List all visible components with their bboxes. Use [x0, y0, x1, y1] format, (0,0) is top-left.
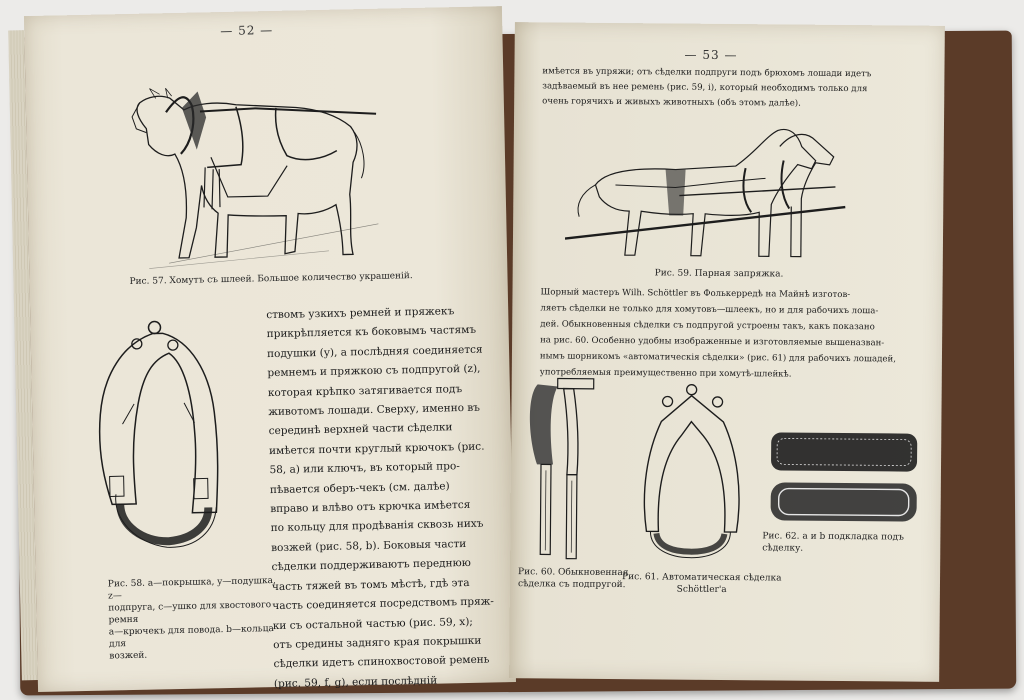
text-line: возжей (рис. 58, b). Боковыя части — [271, 537, 467, 554]
figure-57-caption: Рис. 57. Хомутъ съ шлеей. Большое количество украшеній. — [129, 271, 413, 288]
text-line: дей. Обыкновенныя сѣделки съ подпругой устроены такъ, какъ показано — [540, 319, 875, 333]
text-line: ляетъ сѣделки не только для хомутовъ—шлеекъ, но и для рабочихъ лоша- — [540, 303, 879, 317]
figure-57-horse-illustration — [125, 54, 390, 278]
text-line: вправо и влѣво отъ крючка имѣется — [270, 498, 471, 516]
text-line: ствомъ узкихъ ремней и пряжекъ — [266, 305, 455, 322]
figure-60-saddle-illustration — [522, 374, 604, 569]
text-line: задѣваемый въ нее ремень (рис. 59, i), который необходимъ только для — [542, 81, 868, 95]
page-edges — [8, 30, 38, 680]
text-line: по кольцу для продѣванія сквозь нихъ — [270, 518, 484, 535]
right-page — [509, 22, 945, 682]
caption-line: a—крючекъ для повода. b—кольца для — [108, 624, 274, 650]
figure-59-pair-harness-illustration — [565, 115, 856, 272]
caption-line: подпруга, c—ушко для хвостового ремня — [108, 600, 272, 626]
text-line: подушки (у), а послѣдняя соединяется — [266, 343, 483, 360]
figure-62-caption: Рис. 62. a и b подкладка подъ сѣделку. — [762, 531, 904, 554]
figure-59-caption: Рис. 59. Парная запряжка. — [654, 268, 784, 280]
text-line: Шорный мастеръ Wilh. Schöttler въ Фолькерредѣ на Майнѣ изготов- — [540, 287, 851, 301]
figure-58-saddle-illustration — [72, 302, 248, 580]
caption-line: сѣделка съ подпругой. — [517, 579, 626, 591]
text-line: употребляемыя преимущественно при хомутѣ-шлейкѣ. — [539, 367, 792, 380]
text-line: нымъ шорникомъ «автоматическія сѣделки» (рис. 61) для рабочихъ лошадей, — [539, 351, 897, 365]
caption-line: Рис. 58. а—покрышка, y—подушка, z— — [107, 576, 276, 602]
caption-line: Рис. 60. Обыкновенная — [518, 567, 629, 579]
text-line: которая крѣпко затягивается подъ — [267, 382, 463, 399]
text-line: очень горячихъ и живыхъ животныхъ (объ этомъ далѣе). — [542, 96, 801, 109]
caption-line: Рис. 61. Автоматическая сѣделка — [621, 572, 782, 584]
right-top-text — [542, 64, 871, 112]
text-line: сѣделки поддерживаютъ переднюю — [271, 557, 471, 574]
right-mid-text — [540, 284, 897, 383]
figure-60-caption — [518, 566, 629, 591]
text-line: животомъ лошади. Сверху, именно въ — [268, 401, 481, 419]
text-line: ки съ остальной частью (рис. 59, x); — [272, 615, 474, 632]
text-line: пѣвается оберъ-чекъ (см. далѣе) — [269, 480, 450, 496]
caption-line: возжей. — [109, 650, 148, 662]
text-line: часть тяжей въ томъ мѣстѣ, гдѣ эта — [271, 576, 470, 593]
text-line: серединѣ верхней части сѣделки — [268, 421, 453, 438]
text-line: часть соединяется посредствомъ пряж- — [272, 595, 495, 613]
text-line: имѣется почти круглый крючокъ (рис. — [268, 440, 485, 457]
caption-line: Schöttler'а — [676, 584, 727, 596]
text-line: сѣделки идетъ спинохвостовой ремень — [273, 653, 490, 671]
page-number-left: — 52 — — [220, 22, 274, 39]
text-line: отъ средины задняго края покрышки — [273, 634, 482, 651]
figure-58-caption — [108, 575, 280, 663]
text-line: на рис. 60. Особенно удобны изображенные и изготовляемые вышеназван- — [540, 335, 885, 349]
figure-61-caption — [622, 571, 782, 596]
text-line: ремнемъ и пряжкою съ подпругой (z), — [267, 362, 481, 380]
page-number-right: — 53 — — [684, 47, 738, 63]
text-line: имѣется въ упряжи; отъ сѣделки подпруги подъ брюхомъ лошади идетъ — [542, 66, 872, 80]
left-body-text — [266, 302, 495, 694]
figure-62-saddle-pads-illustration — [766, 428, 923, 533]
text-line: прикрѣпляется къ боковымъ частямъ — [266, 324, 477, 341]
figure-61-automatic-saddle-illustration — [626, 381, 758, 566]
text-line: 58, а) или ключъ, въ который про- — [269, 460, 460, 477]
text-line: (рис. 59, f, g), если послѣдній — [273, 674, 438, 690]
left-page — [24, 6, 516, 692]
